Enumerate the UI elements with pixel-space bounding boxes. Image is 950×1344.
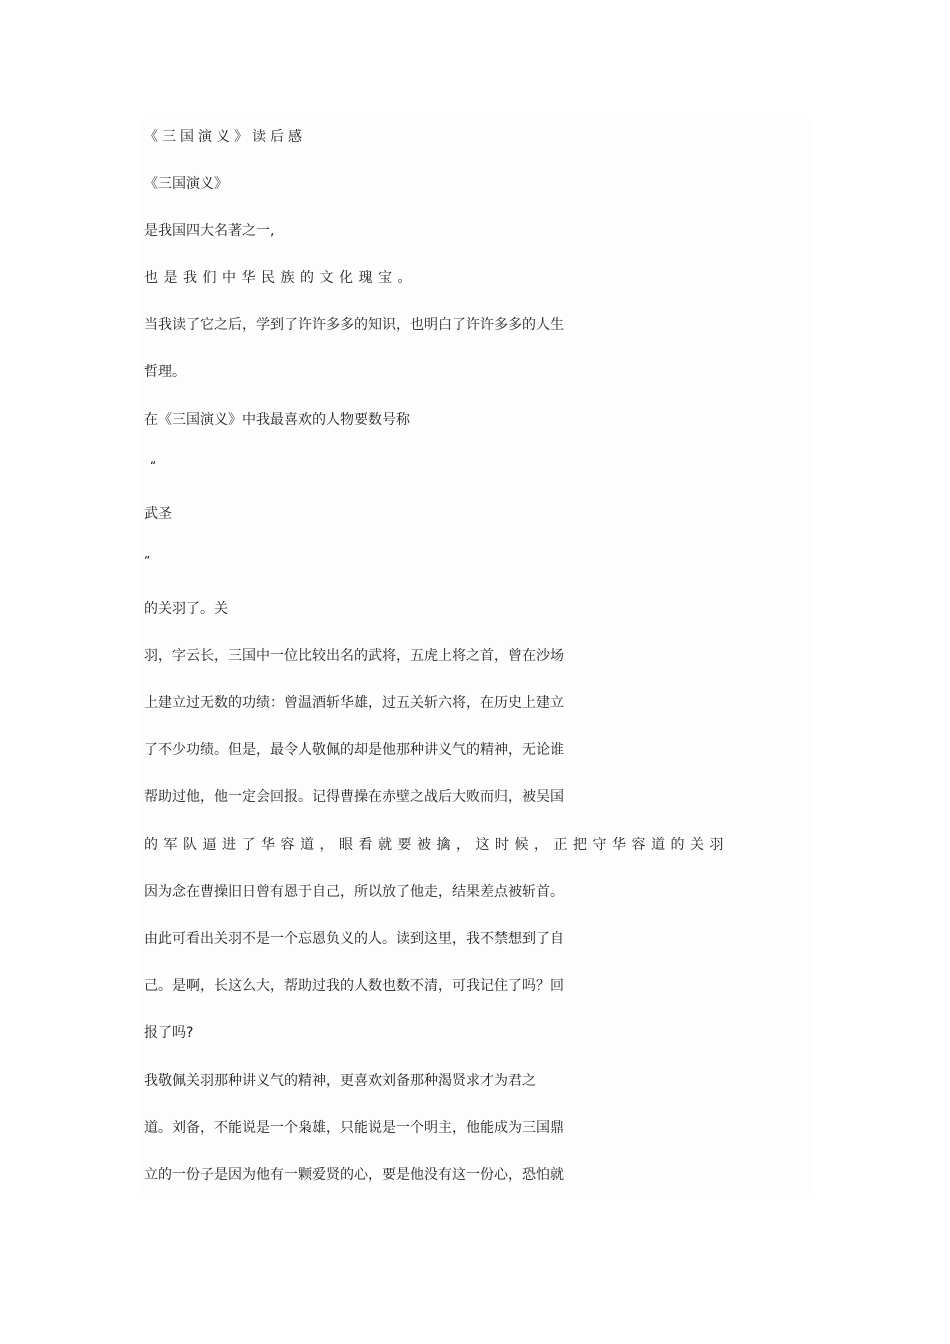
paragraph-line-19: 报了吗?	[144, 1025, 194, 1041]
paragraph-line-3: 也是我们中华民族的文化瑰宝。	[144, 270, 417, 286]
paragraph-line-13: 了不少功绩。但是，最令人敬佩的却是他那种讲义气的精神，无论谁	[144, 742, 564, 758]
paragraph-line-20: 我敬佩关羽那种讲义气的精神，更喜欢刘备那种渴贤求才为君之	[144, 1073, 536, 1089]
paragraph-line-1: 《三国演义》	[144, 176, 228, 192]
paragraph-line-17: 由此可看出关羽不是一个忘恩负义的人。读到这里，我不禁想到了自	[144, 931, 564, 947]
document-title: 《三国演义》读后感	[144, 129, 306, 145]
paragraph-line-18: 己。是啊，长这么大，帮助过我的人数也数不清，可我记住了吗？回	[144, 978, 564, 994]
paragraph-line-21: 道。刘备，不能说是一个枭雄，只能说是一个明主，他能成为三国鼎	[144, 1120, 564, 1136]
paragraph-line-11: 羽，字云长，三国中一位比较出名的武将，五虎上将之首，曾在沙场	[144, 648, 564, 664]
paragraph-line-6: 在《三国演义》中我最喜欢的人物要数号称	[144, 412, 410, 428]
paragraph-line-5: 哲理。	[144, 364, 186, 380]
open-quote: “	[150, 459, 157, 473]
paragraph-line-4: 当我读了它之后，学到了许许多多的知识，也明白了许许多多的人生	[144, 317, 564, 333]
paragraph-line-8: 武圣	[144, 506, 172, 522]
paragraph-line-16: 因为念在曹操旧日曾有恩于自己，所以放了他走，结果差点被斩首。	[144, 884, 564, 900]
paragraph-line-2: 是我国四大名著之一,	[144, 223, 275, 239]
close-quote: ”	[144, 554, 151, 568]
paragraph-line-10: 的关羽了。关	[144, 601, 228, 617]
paragraph-line-22: 立的一份子是因为他有一颗爱贤的心，要是他没有这一份心，恐怕就	[144, 1167, 564, 1183]
paragraph-line-15: 的军队逼进了华容道，眼看就要被擒，这时候，正把守华容道的关羽	[144, 837, 729, 853]
paragraph-line-12: 上建立过无数的功绩：曾温酒斩华雄，过五关斩六将，在历史上建立	[144, 695, 564, 711]
paragraph-line-14: 帮助过他，他一定会回报。记得曹操在赤壁之战后大败而归，被吴国	[144, 789, 564, 805]
